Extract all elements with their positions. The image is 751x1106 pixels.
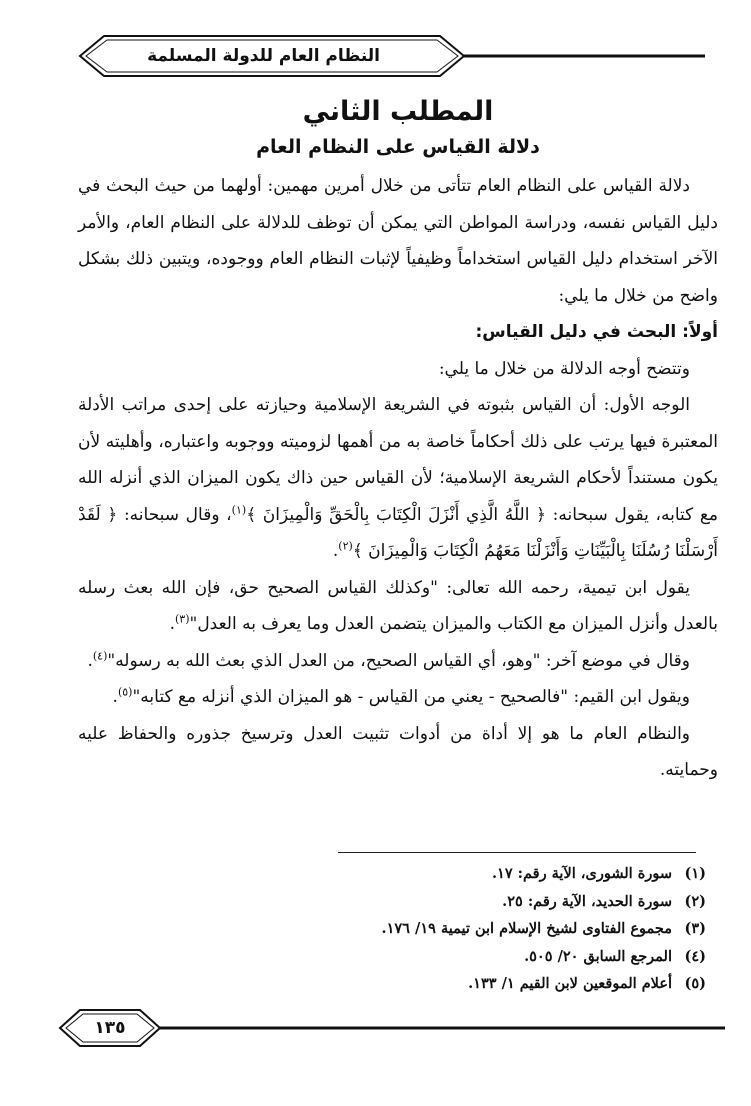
verse-two: ﴿ لَقَدْ أَرْسَلْنَا رُسُلَنَا بِالْبَيِّنَاتِ وَأَنْزَلْنَا مَعَهُمُ الْكِتَابَ وَالْمِيزَانَ ﴾ <box>78 504 718 561</box>
other-place-dot: . <box>87 650 93 671</box>
ibn-taymiyya-quote: يقول ابن تيمية، رحمه الله تعالى: "وكذلك القياس الصحيح حق، فإن الله بعث رسله بالعدل وأنزل الميزان مع الكتاب والميزان يتضمن العدل وما يعرف به العدل" <box>78 577 718 634</box>
footnote-number: (٤) <box>684 947 706 965</box>
footnote-ref-2[interactable]: (٢) <box>338 539 353 553</box>
footnote-item <box>160 943 706 971</box>
footnote-text: سورة الحديد، الآية رقم: ٢٥. <box>502 892 672 910</box>
first-heading: أولاً: البحث في دليل القياس: <box>475 322 718 342</box>
footnote-text: مجموع الفتاوى لشيخ الإسلام ابن تيمية ١٩/ ١٧٦. <box>381 920 672 937</box>
other-place-paragraph <box>78 643 718 680</box>
footnote-divider <box>338 852 696 853</box>
other-place-quote: وقال في موضع آخر: "وهو، أي القياس الصحيح، من العدل الذي بعث الله به رسوله" <box>107 650 690 671</box>
ibn-taymiyya-dot: . <box>169 614 175 634</box>
footnote-number: (٢) <box>684 892 706 910</box>
footnotes-list <box>160 860 706 998</box>
footnote-text: سورة الشورى، الآية رقم: ١٧. <box>491 865 672 882</box>
intro-paragraph: دلالة القياس على النظام العام تتأتى من خلال أمرين مهمين: أولهما من حيث البحث في دليل القياس نفسه، ودراسة المواطن التي يمكن أن توظف للدلالة على النظام العام، والأمر الآخر استخدام دليل القياس استخداماً وظيفياً لإثبات النظام العام ووجوده، ويتبين ذلك بشكل واضح من خلال ما يلي: <box>78 176 718 306</box>
page-number-frame-icon <box>50 1003 730 1053</box>
footnote-ref-4[interactable]: (٤) <box>92 648 108 662</box>
header-title: النظام العام للدولة المسلمة <box>147 46 380 66</box>
section-title: المطلب الثاني <box>302 96 494 127</box>
conclusion-paragraph: والنظام العام ما هو إلا أداة من أدوات تثبيت العدل وترسيخ جذوره والحفاظ عليه وحمايته. <box>78 723 718 780</box>
ibn-qayyim-paragraph <box>78 679 718 716</box>
page-footer <box>50 1003 730 1053</box>
between-verses-text: ، وقال سبحانه: <box>123 504 232 525</box>
verse-two-dot: . <box>332 541 339 561</box>
footnote-text: أعلام الموقعين لابن القيم ١/ ١٣٣. <box>468 975 672 992</box>
first-intro-paragraph: وتتضح أوجه الدلالة من خلال ما يلي: <box>438 358 690 379</box>
footnote-number: (١) <box>684 865 706 882</box>
footnote-number: (٣) <box>684 920 706 937</box>
footnote-item <box>160 860 706 888</box>
first-heading-paragraph <box>78 314 718 351</box>
running-header <box>60 30 710 82</box>
footnote-ref-1[interactable]: (١) <box>231 502 247 516</box>
verse-one: ﴿ اللَّهُ الَّذِي أَنْزَلَ الْكِتَابَ بِالْحَقِّ وَالْمِيزَانَ ﴾ <box>246 504 547 525</box>
footnote-ref-5[interactable]: (٥) <box>117 685 133 699</box>
ibn-qayyim-quote: ويقول ابن القيم: "فالصحيح - يعني من القياس - هو الميزان الذي أنزله مع كتابه" <box>132 687 690 707</box>
footnote-item <box>160 915 706 943</box>
footnote-number: (٥) <box>684 975 706 992</box>
footnote-item <box>160 888 706 916</box>
footnote-item <box>160 970 706 998</box>
aspect-one-paragraph <box>78 387 718 570</box>
main-content <box>78 90 718 789</box>
footnote-ref-3[interactable]: (٣) <box>174 612 190 626</box>
ibn-qayyim-dot: . <box>112 687 118 707</box>
page-number: ١٣٥ <box>94 1018 126 1038</box>
section-subtitle: دلالة القياس على النظام العام <box>256 136 540 158</box>
footnote-text: المرجع السابق ٢٠/ ٥٠٥. <box>524 947 672 965</box>
ibn-taymiyya-paragraph <box>78 570 718 643</box>
aspect-one-text: الوجه الأول: أن القياس بثبوته في الشريعة الإسلامية وحيازته على إحدى مراتب الأدلة المعتبرة فيها يرتب على ذلك أحكاماً خاصة به من أهمها لزوميته ووجوبه واعتباره، وأهليته لأن يكون مستنداً لأحكام الشريعة الإسلامية؛ لأن القياس حين ذاك يكون الميزان الذي أنزله الله مع كتابه، يقول سبحانه: <box>78 395 719 525</box>
